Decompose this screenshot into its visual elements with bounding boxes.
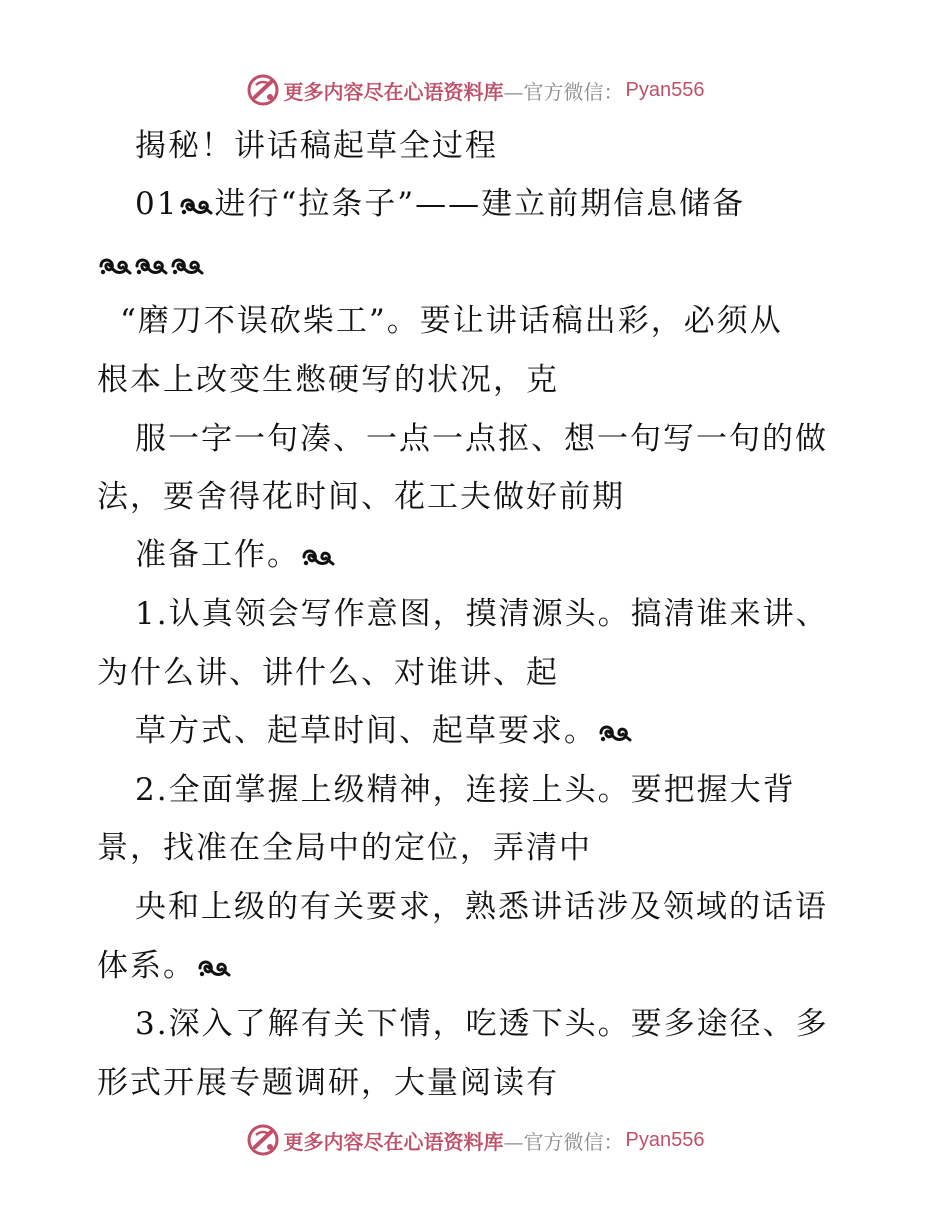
paragraph-line [97,946,867,986]
paragraph-line: 服一字一句凑、一点一点抠、想一句写一句的做 [135,421,828,457]
section-number: 01 [135,186,179,222]
ornament-icon [98,254,132,278]
header-banner [0,70,950,110]
section-heading-text: 进行“拉条子”——建立前期信息储备 [214,186,746,222]
ornament-icon [197,956,231,980]
paragraph-text: 草方式、起草时间、起草要求。 [135,713,597,749]
banner-brand: 更多内容尽在心语资料库 [283,1129,504,1154]
section-heading [135,184,905,224]
paragraph-line [135,711,905,751]
document-title [135,126,905,166]
ornament-row [97,244,867,284]
paragraph-line: 央和上级的有关要求，熟悉讲话涉及领域的话语 [135,889,828,925]
paragraph-line: 景，找准在全局中的定位，弄清中 [97,830,592,866]
banner-wechat-id: Pyan556 [625,78,705,101]
brand-logo-icon [246,1123,280,1157]
ornament-icon [179,194,213,218]
banner-wechat-id: Pyan556 [625,1128,705,1151]
paragraph-line: “磨刀不误砍柴工”。要让讲话稿出彩，必须从 [120,303,783,339]
title-text: 揭秘！讲话稿起草全过程 [135,128,498,164]
ornament-icon [170,254,204,278]
banner-wechat-label: —官方微信： [503,79,624,104]
banner-wechat-label: —官方微信： [503,1129,624,1154]
list-item-1: 1.认真领会写作意图，摸清源头。搞清谁来讲、 [135,596,829,632]
paragraph-line: 为什么讲、讲什么、对谁讲、起 [97,655,559,691]
brand-logo-icon [246,73,280,107]
ornament-icon [598,721,632,745]
paragraph-line: 法，要舍得花时间、花工夫做好前期 [97,479,625,515]
ornament-icon [301,545,335,569]
paragraph-text: 准备工作。 [135,537,300,573]
paragraph-text: 体系。 [97,948,196,984]
paragraph-line [135,535,905,575]
list-item-2: 2.全面掌握上级精神，连接上头。要把握大背 [135,772,796,808]
ornament-icon [134,254,168,278]
list-item-3: 3.深入了解有关下情，吃透下头。要多途径、多 [135,1006,829,1042]
footer-banner [0,1120,950,1160]
paragraph-line: 根本上改变生憋硬写的状况，克 [97,362,559,398]
paragraph-line: 形式开展专题调研，大量阅读有 [97,1065,559,1101]
banner-brand: 更多内容尽在心语资料库 [283,79,504,104]
